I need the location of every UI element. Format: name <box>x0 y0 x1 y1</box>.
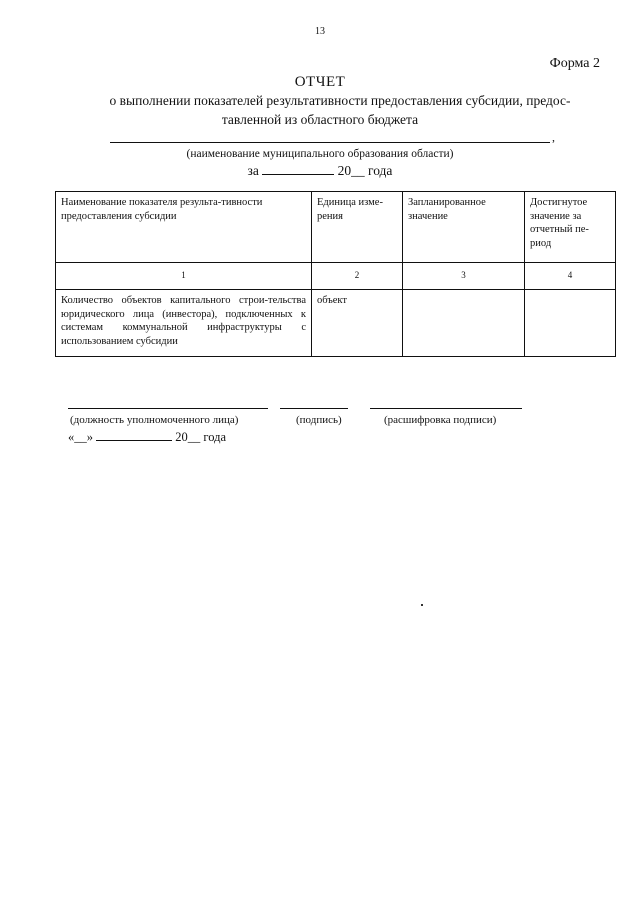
position-caption: (должность уполномоченного лица) <box>70 414 239 426</box>
report-title: ОТЧЕТ <box>294 74 346 90</box>
report-subtitle-line1: о выполнении показателей результативности предоставления субсидии, предос- <box>109 93 571 108</box>
date-suffix: года <box>203 430 226 444</box>
table-row <box>56 290 616 357</box>
date-year: 20__ <box>175 430 201 444</box>
decode-signature-line <box>370 408 522 409</box>
decode-caption: (расшифровка подписи) <box>384 414 497 426</box>
column-number: 1 <box>56 263 312 290</box>
cell-indicator: Количество объектов капитального строи-тельства юридического лица (инвестора), подключенных к системам коммунальной инфраструктуры с использованием субсидии <box>56 290 312 357</box>
page-number: 13 <box>315 26 325 37</box>
stray-dot <box>421 604 423 606</box>
municipality-blank-line <box>110 142 550 143</box>
municipality-comma: , <box>552 130 555 144</box>
table-column-numbers-row <box>56 263 616 290</box>
column-number: 3 <box>403 263 525 290</box>
cell-planned <box>403 290 525 357</box>
date-month-blank <box>96 440 172 441</box>
indicator-table <box>55 191 616 357</box>
period-prefix: за <box>247 163 259 178</box>
header-indicator-name: Наименование показателя результа-тивности предоставления субсидии <box>56 192 312 263</box>
period-year: 20__ <box>337 163 365 178</box>
report-period <box>0 163 640 179</box>
signature-caption: (подпись) <box>296 414 342 426</box>
municipality-caption: (наименование муниципального образования области) <box>186 148 454 160</box>
header-achieved: Достигнутое значение за отчетный пе-риод <box>525 192 616 263</box>
column-number: 4 <box>525 263 616 290</box>
cell-achieved <box>525 290 616 357</box>
period-suffix: года <box>368 163 393 178</box>
signature-line <box>280 408 348 409</box>
position-signature-line <box>68 408 268 409</box>
date-line <box>68 430 226 445</box>
form-label: Форма 2 <box>549 56 600 71</box>
period-blank <box>262 174 334 175</box>
report-subtitle-line2: тавленной из областного бюджета <box>221 112 419 127</box>
header-unit: Единица изме-рения <box>312 192 403 263</box>
date-day: «__» <box>68 430 93 444</box>
table-header-row <box>56 192 616 263</box>
column-number: 2 <box>312 263 403 290</box>
header-planned: Запланированное значение <box>403 192 525 263</box>
cell-unit: объект <box>312 290 403 357</box>
